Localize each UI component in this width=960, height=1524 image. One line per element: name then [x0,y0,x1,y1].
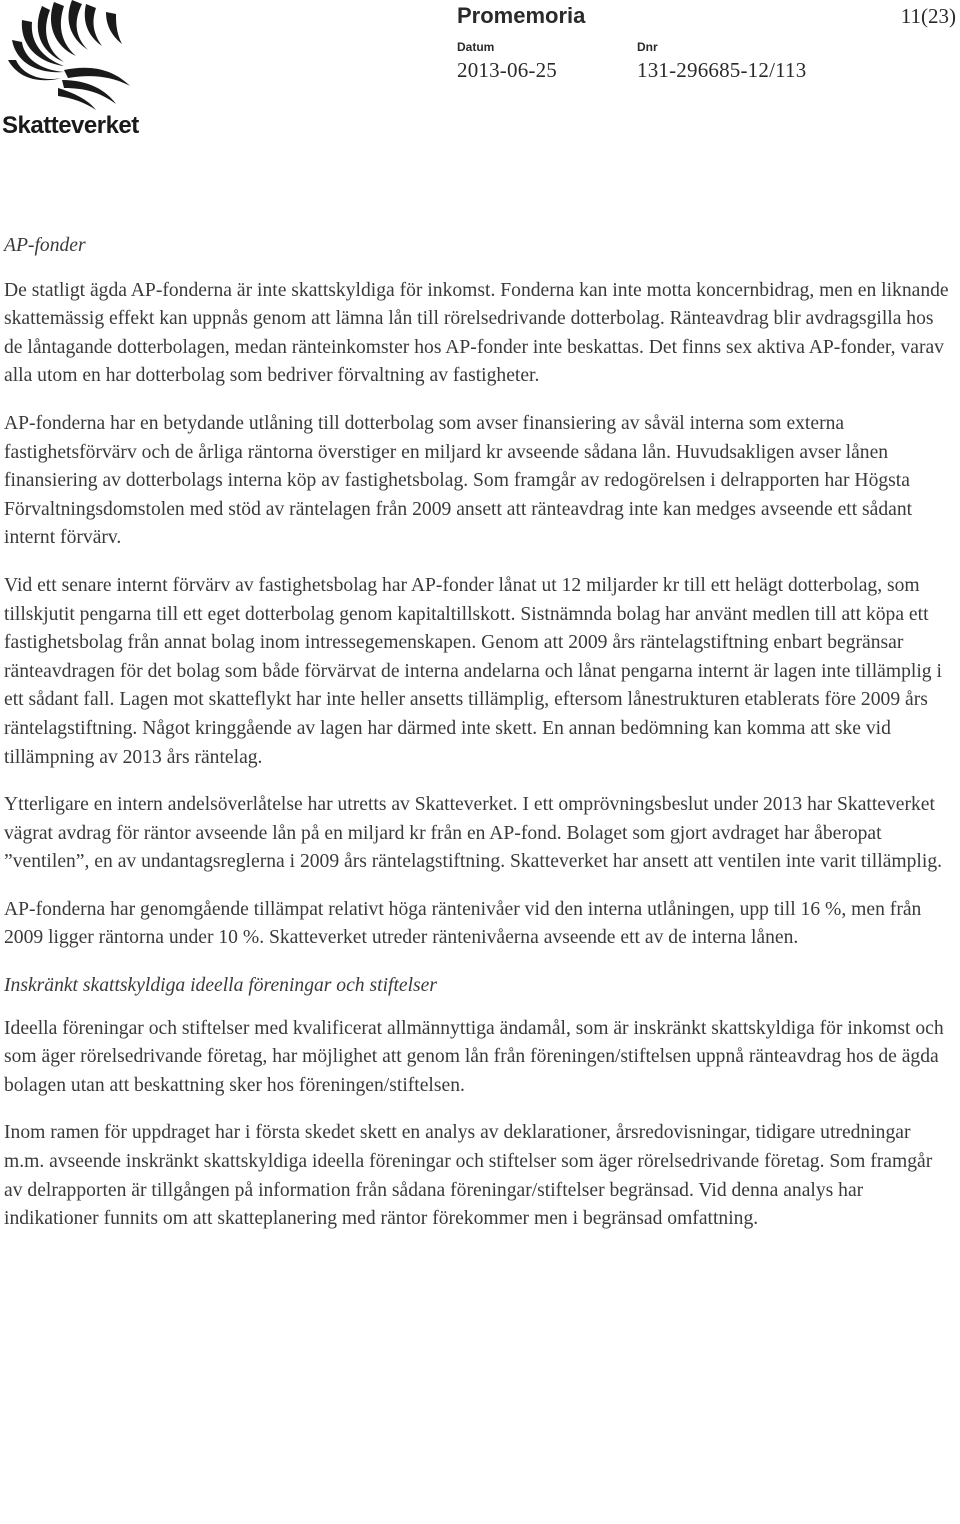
date-value: 2013-06-25 [457,58,557,82]
org-name: Skatteverket [2,112,139,139]
date-label: Datum [457,40,495,54]
paragraph: AP-fonderna har en betydande utlåning till dotterbolag som avser finansiering av såväl interna som externa fastighetsförvärv och de årliga räntorna överstiger en miljard kr avseende sådana lån. Huvudsakligen avser lånen finansiering av dotterbolags interna köp av fastighetsbolag. Som framgår av redogörelsen i delrapporten har Högsta Förvaltningsdomstolen med stöd av räntelagen från 2009 ansett att ränteavdrag inte kan medges avseende ett sådant internt förvärv. [4,412,913,549]
paragraph: De statligt ägda AP-fonderna är inte skattskyldiga för inkomst. Fonderna kan inte motta koncernbidrag, men en liknande skattemässig effekt kan uppnås genom att lämna lån till rörelsedrivande dotterbolag. Ränteavdrag blir avdragsgilla hos de låntagande dotterbolagen, medan ränteinkomster hos AP-fonder inte beskattas. Det finns sex aktiva AP-fonder, varav alla utom en har dotterbolag som bedriver förvaltning av fastigheter. [4,279,949,387]
paragraph: AP-fonderna har genomgående tillämpat relativt höga räntenivåer vid den interna utlåningen, upp till 16 %, men från 2009 ligger räntorna under 10 %. Skatteverket utreder räntenivåerna avseende ett av de interna lånen. [4,898,922,949]
paragraph: Inom ramen för uppdraget har i första skedet skett en analys av deklarationer, årsredovisningar, tidigare utredningar m.m. avseende inskränkt skattskyldiga ideella föreningar och stiftelser som äger rörelsedrivande företag. Som framgår av delrapporten är tillgången på information från sådana föreningar/stiftelser begränsad. Vid denna analys har indikationer funnits om att skatteplanering med räntor förekommer men i begränsad omfattning. [4,1122,933,1230]
dnr-label: Dnr [637,40,658,54]
dnr-value: 131-296685-12/113 [637,58,807,82]
document-body [4,232,954,1253]
paragraph: Ideella föreningar och stiftelser med kvalificerat allmännyttiga ändamål, som är inskränkt skattskyldiga för inkomst och som äger rörelsedrivande företag, har möjlighet att genom lån från föreningen/stiftelsen uppnå ränteavdrag hos de ägda bolagen utan att beskattning sker hos föreningen/stiftelsen. [4,1017,944,1096]
page-number: 11(23) [900,4,956,28]
paragraph: Ytterligare en intern andelsöverlåtelse har utretts av Skatteverket. I ett omprövningsbeslut under 2013 har Skatteverket vägrat avdrag för räntor avseende lån på en miljard kr från en AP-fond. Bolaget som gjort avdraget har åberopat ”ventilen”, en av undantagsreglerna i 2009 års räntelagstiftning. Skatteverket har ansett att ventilen inte varit tillämplig. [4,794,943,873]
document-type: Promemoria [457,3,586,28]
section-heading: AP-fonder [4,235,86,256]
paragraph: Vid ett senare internt förvärv av fastighetsbolag har AP-fonder lånat ut 12 miljarder kr till ett helägt dotterbolag, som tillskjutit pengarna till ett eget dotterbolag genom kapitaltillskott. Sistnämnda bolag har använt medlen till att köpa ett fastighetsbolag från annat bolag inom intressegemenskapen. Genom att 2009 års räntelagstiftning enbart begränsar ränteavdragen för det bolag som både förvärvat de interna andelarna och lånat pengarna internt är lagen inte tillämplig i ett sådant fall. Lagen mot skatteflykt har inte heller ansetts tillämplig, eftersom lånestrukturen etablerats före 2009 års räntelagstiftning. Något kringgående av lagen har därmed inte skett. En annan bedömning kan komma att ske vid tillämpning av 2013 års räntelag. [4,574,942,768]
section-heading: Inskränkt skattskyldiga ideella föreningar och stiftelser [4,975,437,997]
